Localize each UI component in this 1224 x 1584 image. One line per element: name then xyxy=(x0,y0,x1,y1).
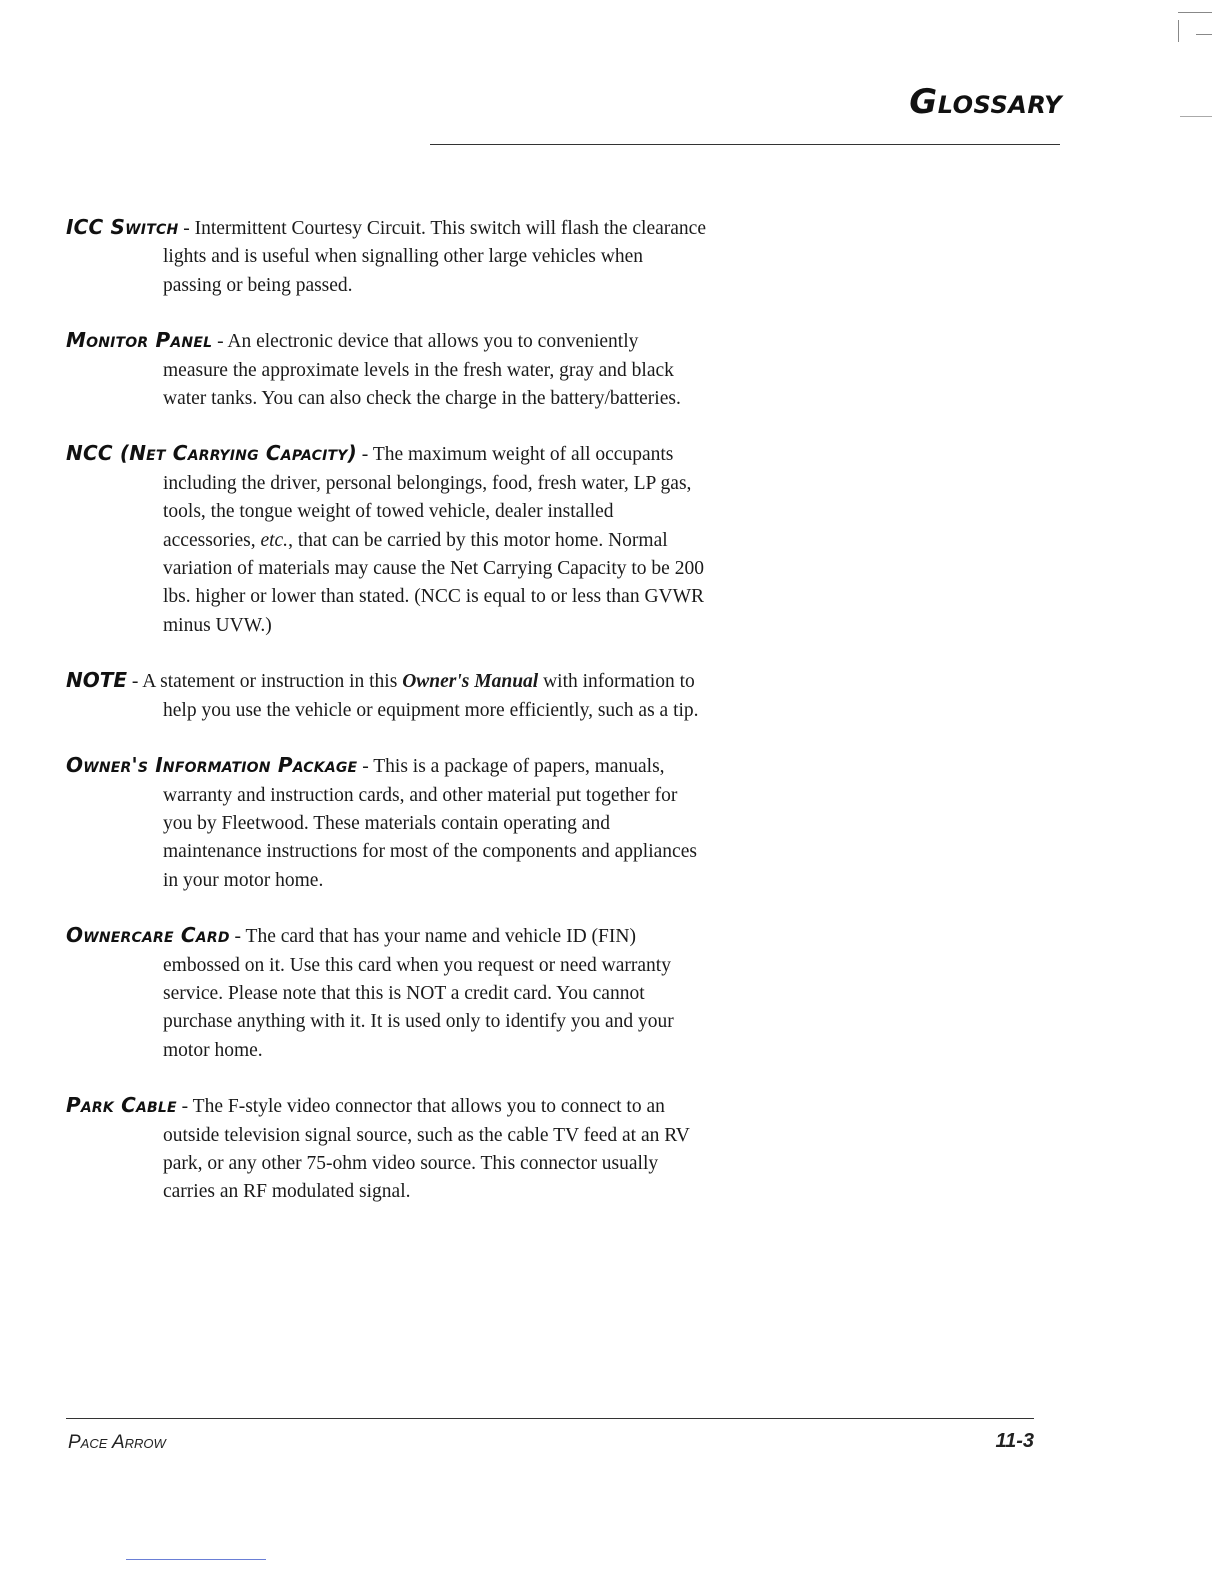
glossary-term: Monitor Panel xyxy=(66,328,213,353)
page-number: 11-3 xyxy=(995,1430,1034,1452)
scan-artifact-mark xyxy=(1178,12,1212,13)
scan-artifact-mark xyxy=(1196,34,1212,35)
glossary-definition-emphasis: Owner's Manual xyxy=(402,671,539,693)
glossary-entry-ownercare-card xyxy=(66,921,706,1065)
glossary-definition-continued: , that can be carried by this motor home. Normal variation of materials may cause the Net Carrying Capacity to be 200 lbs. higher or lower than stated. (NCC is equal to or less than GVWR minus UVW.) xyxy=(163,529,705,636)
term-separator: - xyxy=(212,331,228,353)
page-title: Glossary xyxy=(909,82,1062,122)
glossary-entry-park-cable xyxy=(66,1091,706,1207)
glossary-term: NOTE xyxy=(66,668,128,693)
glossary-definition-emphasis: etc. xyxy=(260,529,289,551)
glossary-definition: The maximum weight of all occupants including the driver, personal belongings, food, fresh water, LP gas, tools, the tongue weight of towed vehicle, dealer installed accessories, xyxy=(163,444,692,551)
term-separator: - xyxy=(356,444,373,466)
scan-artifact-mark xyxy=(1178,20,1179,42)
footer-manual-name: Pace Arrow xyxy=(68,1432,166,1453)
glossary-entry-owners-information-package xyxy=(66,751,706,895)
glossary-term: NCC (Net Carrying Capacity) xyxy=(66,441,357,466)
glossary-definition: A statement or instruction in this xyxy=(142,671,403,693)
glossary-definition: Intermittent Courtesy Circuit. This switch will flash the clearance lights and is useful when signalling other large vehicles when passing or being passed. xyxy=(163,218,706,296)
glossary-entry-ncc xyxy=(66,439,706,640)
glossary-entry-monitor-panel xyxy=(66,326,706,413)
glossary-entry-icc-switch xyxy=(66,213,706,300)
header-divider xyxy=(430,144,1060,145)
glossary-definition-continued: with information to help you use the vehicle or equipment more efficiently, such as a tip. xyxy=(163,671,699,721)
glossary-term: Owner's Information Package xyxy=(66,753,358,778)
glossary-list xyxy=(66,213,706,1233)
glossary-entry-note xyxy=(66,666,706,725)
term-separator: - xyxy=(178,218,195,239)
glossary-definition: This is a package of papers, manuals, warranty and instruction cards, and other material put together for you by Fleetwood. These materials contain operating and maintenance instructions for most of the components and appliances in your motor home. xyxy=(163,756,697,891)
glossary-definition: An electronic device that allows you to conveniently measure the approximate levels in the fresh water, gray and black water tanks. You can also check the charge in the battery/batteries. xyxy=(163,331,681,410)
footer-divider xyxy=(66,1418,1034,1419)
glossary-term: ICC Switch xyxy=(66,215,179,239)
term-separator: - xyxy=(229,926,246,948)
glossary-definition: The F-style video connector that allows you to connect to an outside television signal source, such as the cable TV feed at an RV park, or any other 75-ohm video source. This connector usually carries an RF modulated signal. xyxy=(163,1096,690,1203)
term-separator: - xyxy=(176,1096,193,1118)
term-separator: - xyxy=(127,671,143,693)
glossary-definition: The card that has your name and vehicle ID (FIN) embossed on it. Use this card when you request or need warranty service. Please note that this is NOT a credit card. You cannot purchase anything with it. It is used only to identify you and your motor home. xyxy=(163,926,674,1061)
scan-artifact-mark xyxy=(1180,116,1212,117)
glossary-term: Ownercare Card xyxy=(66,923,230,948)
term-separator: - xyxy=(357,756,374,778)
scan-artifact-line xyxy=(126,1559,266,1560)
glossary-term: Park Cable xyxy=(66,1093,177,1118)
